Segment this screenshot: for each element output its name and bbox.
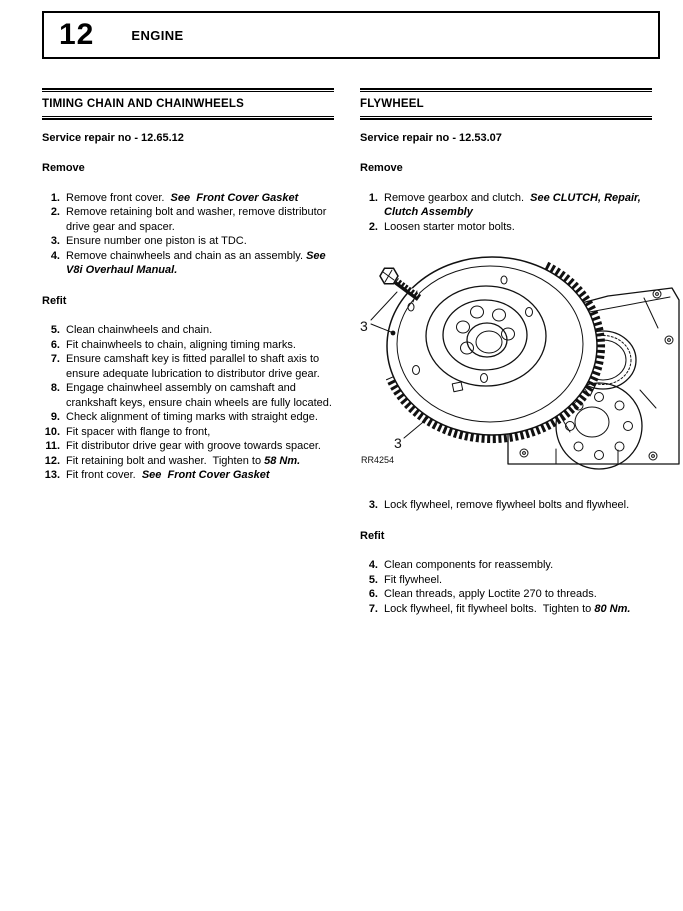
step-text: Check alignment of timing marks with straight edge. (66, 411, 318, 423)
step-item (42, 468, 334, 483)
step-body (66, 410, 334, 425)
service-repair-label: Service repair no - (42, 131, 142, 144)
flywheel-drawing (387, 257, 601, 439)
step-item (360, 573, 652, 588)
section-timing-chain (42, 88, 334, 483)
step-body (66, 338, 334, 353)
step-item (42, 381, 334, 410)
title-rule-bottom (42, 116, 334, 120)
step-text: Fit front cover. (66, 469, 142, 481)
step-body (384, 587, 652, 602)
step-body (384, 220, 652, 235)
step-text: Clean chainwheels and chain. (66, 324, 213, 336)
step-item (42, 410, 334, 425)
step-body (66, 191, 334, 206)
step-text: Remove front cover. (66, 191, 171, 204)
step-item (360, 498, 652, 513)
step-number: 6. (368, 588, 378, 600)
step-body (66, 468, 334, 483)
step-number: 5. (368, 573, 378, 586)
step-body (66, 323, 334, 338)
step-number: 8. (50, 382, 60, 394)
step-text: Fit distributor drive gear with groove towards spacer. (66, 440, 321, 452)
step-number: 10. (44, 425, 60, 438)
step-item (360, 602, 652, 617)
step-reference: See V8i Overhaul Manual. (66, 249, 329, 276)
step-body (66, 352, 334, 381)
step-reference: See Front Cover Gasket (170, 191, 299, 204)
step-item (42, 249, 334, 278)
step-reference: 80 Nm. (594, 602, 631, 615)
section-flywheel (360, 88, 652, 616)
step-number: 1. (50, 191, 60, 204)
remove-heading: Remove (360, 162, 403, 174)
step-number: 5. (50, 324, 60, 336)
title-rule-bottom (360, 116, 652, 120)
step-number: 7. (50, 353, 60, 365)
step-number: 4. (368, 559, 378, 571)
refit-heading: Refit (42, 294, 67, 307)
flywheel-illustration (356, 250, 681, 482)
step-text: Clean threads, apply Loctite 270 to threads. (384, 588, 597, 600)
step-text: Fit flywheel. (384, 573, 443, 586)
step-item (42, 323, 334, 338)
step-body (384, 498, 652, 513)
step-body (384, 573, 652, 588)
step-item (360, 558, 652, 573)
service-repair-line (360, 131, 652, 146)
step-number: 12. (44, 454, 60, 467)
step-item (42, 439, 334, 454)
step-number: 11. (45, 440, 60, 452)
step-body (66, 205, 334, 234)
step-number: 3. (50, 235, 60, 247)
step-item (360, 587, 652, 602)
step-body (384, 558, 652, 573)
step-item (360, 220, 652, 235)
step-text: Fit retaining bolt and washer. Tighten to (66, 454, 265, 467)
chapter-title: ENGINE (131, 27, 184, 43)
step-text: Lock flywheel, remove flywheel bolts and flywheel. (384, 499, 630, 511)
steps-list-after-figure (360, 498, 652, 513)
step-number: 13. (44, 469, 60, 481)
step-text: Remove retaining bolt and washer, remove distributor drive gear and spacer. (66, 206, 330, 233)
service-repair-label: Service repair no - (360, 131, 460, 144)
step-reference: 58 Nm. (264, 454, 301, 467)
step-item (42, 338, 334, 353)
step-item (42, 234, 334, 249)
step-text: Ensure camshaft key is fitted parallel to shaft axis to ensure adequate lubrication to distributor drive gear. (66, 353, 323, 380)
section-title: TIMING CHAIN AND CHAINWHEELS (42, 98, 244, 110)
step-reference: See CLUTCH, Repair, Clutch Assembly (384, 191, 647, 218)
section-title-band (360, 88, 652, 120)
step-text: Remove chainwheels and chain as an assembly. (66, 249, 307, 262)
step-text: Ensure number one piston is at TDC. (66, 235, 247, 247)
steps-list-refit (42, 323, 334, 483)
step-number: 2. (50, 206, 60, 218)
step-item (42, 191, 334, 206)
section-title: FLYWHEEL (360, 98, 424, 110)
step-item (42, 205, 334, 234)
flywheel-figure (356, 250, 652, 482)
step-number: 3. (368, 499, 378, 511)
step-item (42, 352, 334, 381)
steps-list-remove (360, 191, 652, 235)
step-text: Lock flywheel, fit flywheel bolts. Tighten to (384, 602, 595, 615)
step-text: Engage chainwheel assembly on camshaft and crankshaft keys, ensure chain wheels are fully located. (66, 382, 332, 409)
step-body (66, 249, 334, 278)
step-number: 1. (368, 191, 378, 204)
step-number: 7. (368, 602, 378, 615)
steps-list-refit (360, 558, 652, 616)
step-number: 2. (368, 220, 378, 233)
service-repair-line (42, 131, 334, 146)
figure-code: RR4254 (361, 455, 395, 465)
step-text: Remove gearbox and clutch. (384, 191, 531, 204)
step-body (66, 454, 334, 469)
service-repair-number: 12.53.07 (459, 131, 502, 144)
step-number: 6. (50, 338, 60, 351)
step-number: 9. (50, 411, 60, 423)
step-body (66, 234, 334, 249)
flywheel-bolt-drawing (380, 268, 419, 302)
refit-heading: Refit (360, 529, 385, 542)
step-item (42, 454, 334, 469)
step-text: Fit spacer with flange to front, (66, 425, 211, 438)
steps-list-remove (42, 191, 334, 278)
step-body (384, 191, 652, 220)
chapter-number: 12 (59, 18, 95, 51)
step-number: 4. (50, 249, 60, 262)
step-reference: See Front Cover Gasket (141, 469, 270, 481)
step-text: Clean components for reassembly. (384, 559, 554, 571)
step-body (66, 425, 334, 440)
section-title-band (42, 88, 334, 120)
step-text: Loosen starter motor bolts. (384, 220, 515, 233)
step-item (42, 425, 334, 440)
figure-callout-bottom: 3 (394, 435, 402, 451)
step-text: Fit chainwheels to chain, aligning timing marks. (66, 338, 296, 351)
remove-heading: Remove (42, 162, 85, 174)
service-repair-number: 12.65.12 (141, 131, 184, 144)
step-body (66, 439, 334, 454)
step-item (360, 191, 652, 220)
step-body (66, 381, 334, 410)
chapter-header-box (42, 11, 660, 59)
step-body (384, 602, 652, 617)
figure-callout-top: 3 (360, 318, 368, 334)
